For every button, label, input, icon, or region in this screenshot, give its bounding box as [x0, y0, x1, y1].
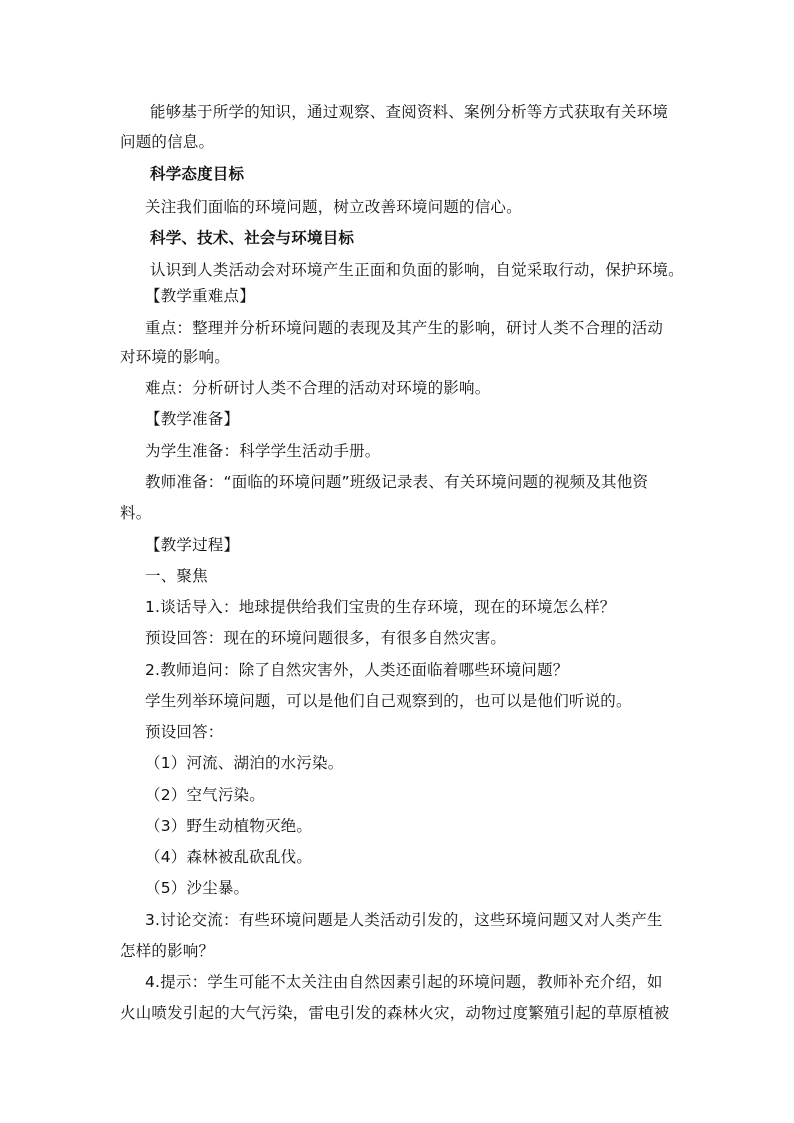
section-heading: 【教学重难点】: [145, 287, 255, 305]
subsection-heading: 一、聚焦: [145, 567, 208, 585]
paragraph-line: 对环境的影响。: [120, 348, 230, 366]
section-heading: 【教学准备】: [145, 410, 240, 428]
paragraph-line: 学生列举环境问题，可以是他们自己观察到的，也可以是他们听说的。: [145, 692, 632, 710]
paragraph-line: 预设回答：现在的环境问题很多，有很多自然灾害。: [145, 629, 507, 647]
paragraph-line: 教师准备：“面临的环境问题”班级记录表、有关环境问题的视频及其他资: [145, 473, 649, 491]
list-item: （2）空气污染。: [145, 786, 265, 804]
paragraph-line: 1.谈话导入：地球提供给我们宝贵的生存环境，现在的环境怎么样？: [145, 598, 616, 616]
paragraph-line: 为学生准备：科学学生活动手册。: [145, 442, 381, 460]
paragraph-line: 能够基于所学的知识，通过观察、查阅资料、案例分析等方式获取有关环境: [150, 103, 669, 121]
section-heading: 【教学过程】: [145, 536, 240, 554]
list-item: （5）沙尘暴。: [145, 879, 250, 897]
paragraph-line: 料。: [120, 504, 152, 522]
paragraph-line: 2.教师追问：除了自然灾害外，人类还面临着哪些环境问题？: [145, 661, 569, 679]
paragraph-line: 认识到人类活动会对环境产生正面和负面的影响，自觉采取行动，保护环境。: [150, 261, 684, 279]
paragraph-line: 关注我们面临的环境问题，树立改善环境问题的信心。: [145, 198, 522, 216]
section-heading: 科学、技术、社会与环境目标: [150, 229, 355, 247]
paragraph-line: 预设回答：: [145, 723, 224, 741]
paragraph-line: 问题的信息。: [120, 133, 215, 151]
paragraph-line: 难点：分析研讨人类不合理的活动对环境的影响。: [145, 379, 491, 397]
paragraph-line: 怎样的影响？: [120, 942, 215, 960]
list-item: （4）森林被乱砍乱伐。: [145, 848, 313, 866]
list-item: （1）河流、湖泊的水污染。: [145, 754, 344, 772]
paragraph-line: 火山喷发引起的大气污染，雷电引发的森林火灾，动物过度繁殖引起的草原植被: [120, 1004, 670, 1022]
paragraph-line: 重点：整理并分析环境问题的表现及其产生的影响，研讨人类不合理的活动: [145, 319, 664, 337]
section-heading: 科学态度目标: [150, 165, 245, 183]
list-item: （3）野生动植物灭绝。: [145, 817, 313, 835]
paragraph-line: 4.提示：学生可能不太关注由自然因素引起的环境问题，教师补充介绍，如: [145, 973, 663, 991]
paragraph-line: 3.讨论交流：有些环境问题是人类活动引发的，这些环境问题又对人类产生: [145, 911, 663, 929]
